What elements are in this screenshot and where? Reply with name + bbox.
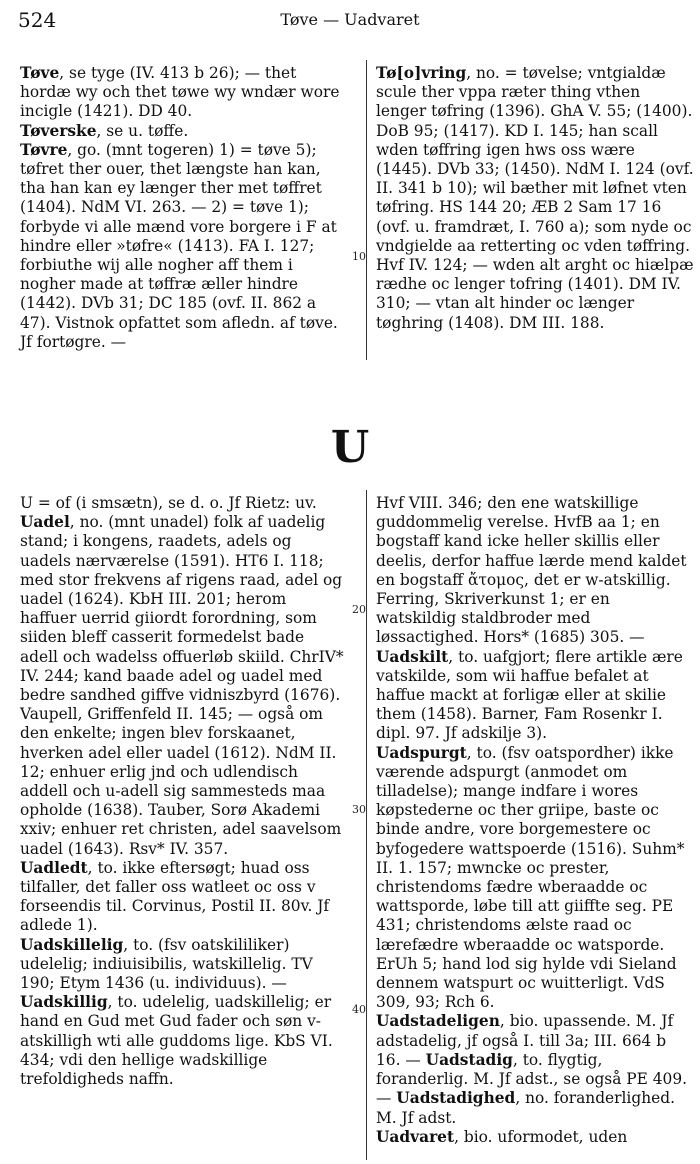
running-head: Tøve — Uadvaret [280,10,420,29]
column-divider-top [366,60,367,360]
page-header [18,8,682,38]
dictionary-entry: Tøvre, go. (mnt togeren) 1) = tøve 5); tøfret ther ouer, thet længste han kan, tha han kan ey længer ther met tøffret (1404). NdM VI. 263. — 2) = tøve 1); forbyde vi alle mænd vore borgere i F at hindre eller »tøfre« (1413). FA I. 127; forbiuthe wij alle nogher aff them i nogher made at tøffræ æller hindre (1442). DVb 31; DC 185 (ovf. II. 862 a 47). Vistnok opfattet som afledn. af tøve. Jf fortøgre. — [20,140,338,351]
line-number-20: 20 [352,603,366,616]
dictionary-entry: Tøverske, se u. tøffe. [20,121,189,140]
dictionary-entry: Uadspurgt, to. (fsv oatspordher) ikke værende adspurgt (anmodet om tilladelse); mange indfare i wores køpstederne oc ther griipe, baste oc binde andre, vore borgemestere oc byfogedere wattspoerde (1516). Suhm* II. 1. 157; mwncke oc prester, christendoms fædre wberaadde oc wattsporde, løbe till att giiffte seg. PE 431; christendoms ælste raad oc lærefædre wberaadde oc watsporde. ErUh 5; hand lod sig hylde vdi Sieland dennem watspurt oc wuitterligt. VdS 309, 93; Rch 6. [376,743,685,1012]
dictionary-entry: Uadstadeligen, bio. upassende. M. Jf adstadelig, jf også I. till 3a; III. 664 b 16. — Uadstadig, to. flygtig, foranderlig. M. Jf adst., se også PE 409. — Uadstadighed, no. foranderlighed. M. Jf adst. [376,1012,688,1127]
line-number-30: 30 [352,803,366,816]
bottom-left-column [20,494,346,1089]
dictionary-entry: Tøve, se tyge (IV. 413 b 26); — thet hordæ wy och thet tøwe wy wndær wore incigle (1421). DD 40. [20,64,340,121]
dictionary-entry: Uadvaret, bio. uformodet, uden [376,1127,628,1146]
dictionary-entry: Uadel, no. (mnt unadel) folk af uadelig stand; i kongens, raadets, adels og uadels nærværelse (1591). HT6 I. 118; med stor frekvens af rigens raad, adel og uadel (1624). KbH III. 201; herom haffuer uerrid giiordt forordning, som siiden bleff casserit formedelst bade adell och wadelss offuerløb skiild. ChrIV* IV. 244; kand baade adel og uadel med bedre sandhed giffve vidniszbyrd (1676). Vaupell, Griffenfeld II. 145; — også om den enkelte; ingen blev forskaanet, hverken adel eller uadel (1612). NdM II. 12; enhuer erlig jnd och udlendisch addell och u-adell sig sammesteds maa opholde (1638). Tauber, Sorø Akademi xxiv; enhuer ret christen, adel saavelsom uadel (1643). Rsv* IV. 357. [20,513,344,858]
dictionary-entry: Hvf VIII. 346; den ene watskillige guddommelig verelse. HvfB aa 1; en bogstaff kand icke heller skillis eller deelis, derfor haffue lærde mend kaldet en bogstaff ἄτομος, det er w-atskillig. Ferring, Skriverkunst 1; er en watskildig staldbroder med løssactighed. Hors* (1685) 305. — Uadskilt, to. uafgjort; flere artikle ære vatskilde, som wii haffue befalet at haffue mackt at forligæ eller at skilie them (1458). Barner, Fam Rosenkr I. dipl. 97. Jf adskilje 3). [376,494,687,743]
line-number-40: 40 [352,1003,366,1016]
page-number: 524 [18,8,57,32]
top-left-column [20,64,346,352]
column-divider-bottom [366,490,367,1160]
bottom-right-column [376,494,694,1147]
section-letter: U [330,422,370,473]
dictionary-entry: U = of (i smsætn), se d. o. Jf Rietz: uv. [20,494,317,512]
dictionary-entry: Tø[o]vring, no. = tøvelse; vntgialdæ scule ther vppa ræter thing vthen lenger tøfring (1396). GhA V. 55; (1400). DoB 95; (1417). KD I. 145; han scall wden tøffring igen hws oss wære (1445). DVb 33; (1450). NdM I. 124 (ovf. II. 341 b 10); wil bæther mit løfnet vten tøfring. HS 144 20; ÆB 2 Sam 17 16 (ovf. u. framdræt, I. 760 a); som nyde oc vndgielde aa retterting oc vden tøffring. Hvf IV. 124; — wden alt arght oc hiælpæ rædhe oc lenger tofring (1401). DM IV. 310; — vtan alt hinder oc længer tøghring (1408). DM III. 188. [376,64,694,332]
dictionary-entry: Uadledt, to. ikke eftersøgt; huad oss tilfaller, det faller oss watleet oc oss v forseendis til. Corvinus, Postil II. 80v. Jf adlede 1). [20,858,330,935]
dictionary-entry: Uadskillelig, to. (fsv oatskililiker) udelelig; indiuisibilis, watskillelig. TV 190; Etym 1436 (u. individuus). — Uadskillig, to. udelelig, uadskillelig; er hand en Gud met Gud fader och søn v-atskilligh wti alle guddoms lige. KbS VI. 434; vdi den hellige wadskillige trefoldigheds naffn. [20,935,333,1089]
top-right-column [376,64,694,333]
line-number-10: 10 [352,250,366,263]
